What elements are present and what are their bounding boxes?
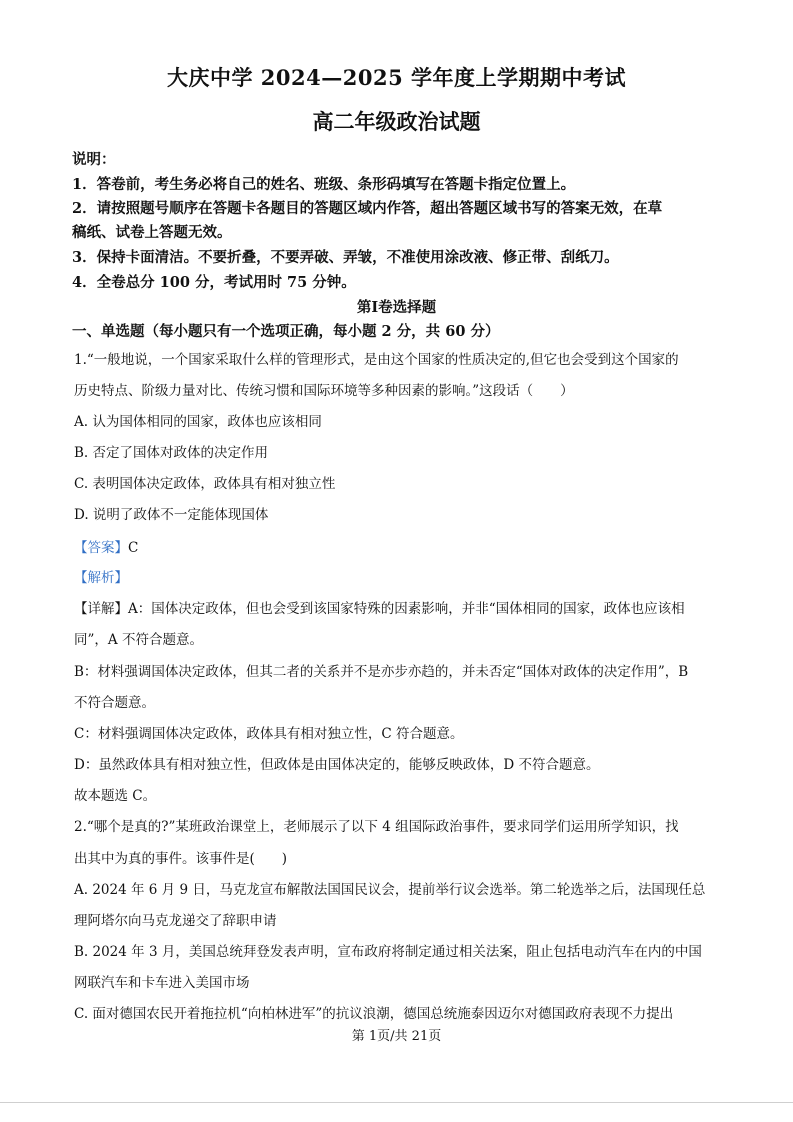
instruction-item: 稿纸、试卷上答题无效。 bbox=[72, 224, 232, 241]
instructions-heading: 说明： bbox=[72, 151, 116, 168]
q1-stem-line: 1.“一般地说，一个国家采取什么样的管理形式，是由这个国家的性质决定的,但它也会受到这个国家的 bbox=[74, 352, 679, 368]
instruction-item: 2．请按照题号顺序在答题卡各题目的答题区域内作答，超出答题区域书写的答案无效，在草 bbox=[72, 200, 663, 217]
exam-subtitle: 高二年级政治试题 bbox=[312, 109, 481, 134]
answer-value: C bbox=[128, 540, 139, 556]
volume-title: 第Ⅰ卷选择题 bbox=[356, 299, 437, 316]
q2-stem-line: 2.“哪个是真的?”某班政治课堂上，老师展示了以下 4 组国际政治事件，要求同学们运用所学知识，找 bbox=[74, 819, 679, 835]
q1-option-d: D. 说明了政体不一定能体现国体 bbox=[74, 507, 269, 523]
part-title: 一、单选题（每小题只有一个选项正确，每小题 2 分，共 60 分） bbox=[72, 323, 500, 340]
q1-detail-line bbox=[74, 597, 685, 617]
page-bottom-divider bbox=[0, 1102, 793, 1103]
q1-option-a: A. 认为国体相同的国家，政体也应该相同 bbox=[74, 414, 322, 430]
q2-option-line: B. 2024 年 3 月，美国总统拜登发表声明，宣布政府将制定通过相关法案，阻止包括电动汽车在内的中国 bbox=[74, 944, 702, 960]
exam-title: 大庆中学 2024—2025 学年度上学期期中考试 bbox=[166, 65, 626, 90]
q1-detail-line: 同”，A 不符合题意。 bbox=[74, 632, 203, 648]
q2-option-line: C. 面对德国农民开着拖拉机“向柏林进军”的抗议浪潮，德国总统施泰因迈尔对德国政府表现不力提出 bbox=[74, 1006, 674, 1022]
instruction-item: 4．全卷总分 100 分，考试用时 75 分钟。 bbox=[72, 274, 356, 291]
q2-stem-line: 出其中为真的事件。该事件是( ) bbox=[74, 851, 288, 867]
q1-detail-line: 故本题选 C。 bbox=[74, 788, 157, 804]
q1-analysis-label: 【解析】 bbox=[74, 570, 128, 586]
q2-option-line: 理阿塔尔向马克龙递交了辞职申请 bbox=[74, 913, 277, 929]
q1-detail-line: 不符合题意。 bbox=[74, 695, 155, 711]
q1-detail-line: D：虽然政体具有相对独立性，但政体是由国体决定的，能够反映政体，D 不符合题意。 bbox=[74, 757, 600, 773]
q1-option-b: B. 否定了国体对政体的决定作用 bbox=[74, 445, 269, 461]
q1-answer bbox=[74, 536, 138, 556]
q1-detail-line: B：材料强调国体决定政体，但其二者的关系并不是亦步亦趋的，并未否定“国体对政体的决定作用”，B bbox=[74, 664, 689, 680]
answer-label: 【答案】 bbox=[74, 540, 128, 556]
detail-text: A：国体决定政体，但也会受到该国家特殊的因素影响，并非“国体相同的国家，政体也应该相 bbox=[128, 601, 685, 617]
q1-detail-line: C：材料强调国体决定政体，政体具有相对独立性，C 符合题意。 bbox=[74, 726, 464, 742]
q2-option-line: 网联汽车和卡车进入美国市场 bbox=[74, 975, 250, 991]
q1-option-c: C. 表明国体决定政体，政体具有相对独立性 bbox=[74, 476, 336, 492]
instruction-item: 3．保持卡面清洁。不要折叠，不要弄破、弄皱，不准使用涂改液、修正带、刮纸刀。 bbox=[72, 249, 619, 266]
page-indicator: 第 1页/共 21页 bbox=[351, 1029, 442, 1044]
instruction-item: 1．答卷前，考生务必将自己的姓名、班级、条形码填写在答题卡指定位置上。 bbox=[72, 176, 576, 193]
q2-option-line: A. 2024 年 6 月 9 日，马克龙宣布解散法国国民议会，提前举行议会选举。第二轮选举之后，法国现任总 bbox=[74, 882, 706, 898]
q1-stem-line: 历史特点、阶级力量对比、传统习惯和国际环境等多种因素的影响。”这段话（ ） bbox=[74, 383, 574, 399]
detail-label: 【详解】 bbox=[74, 601, 128, 617]
